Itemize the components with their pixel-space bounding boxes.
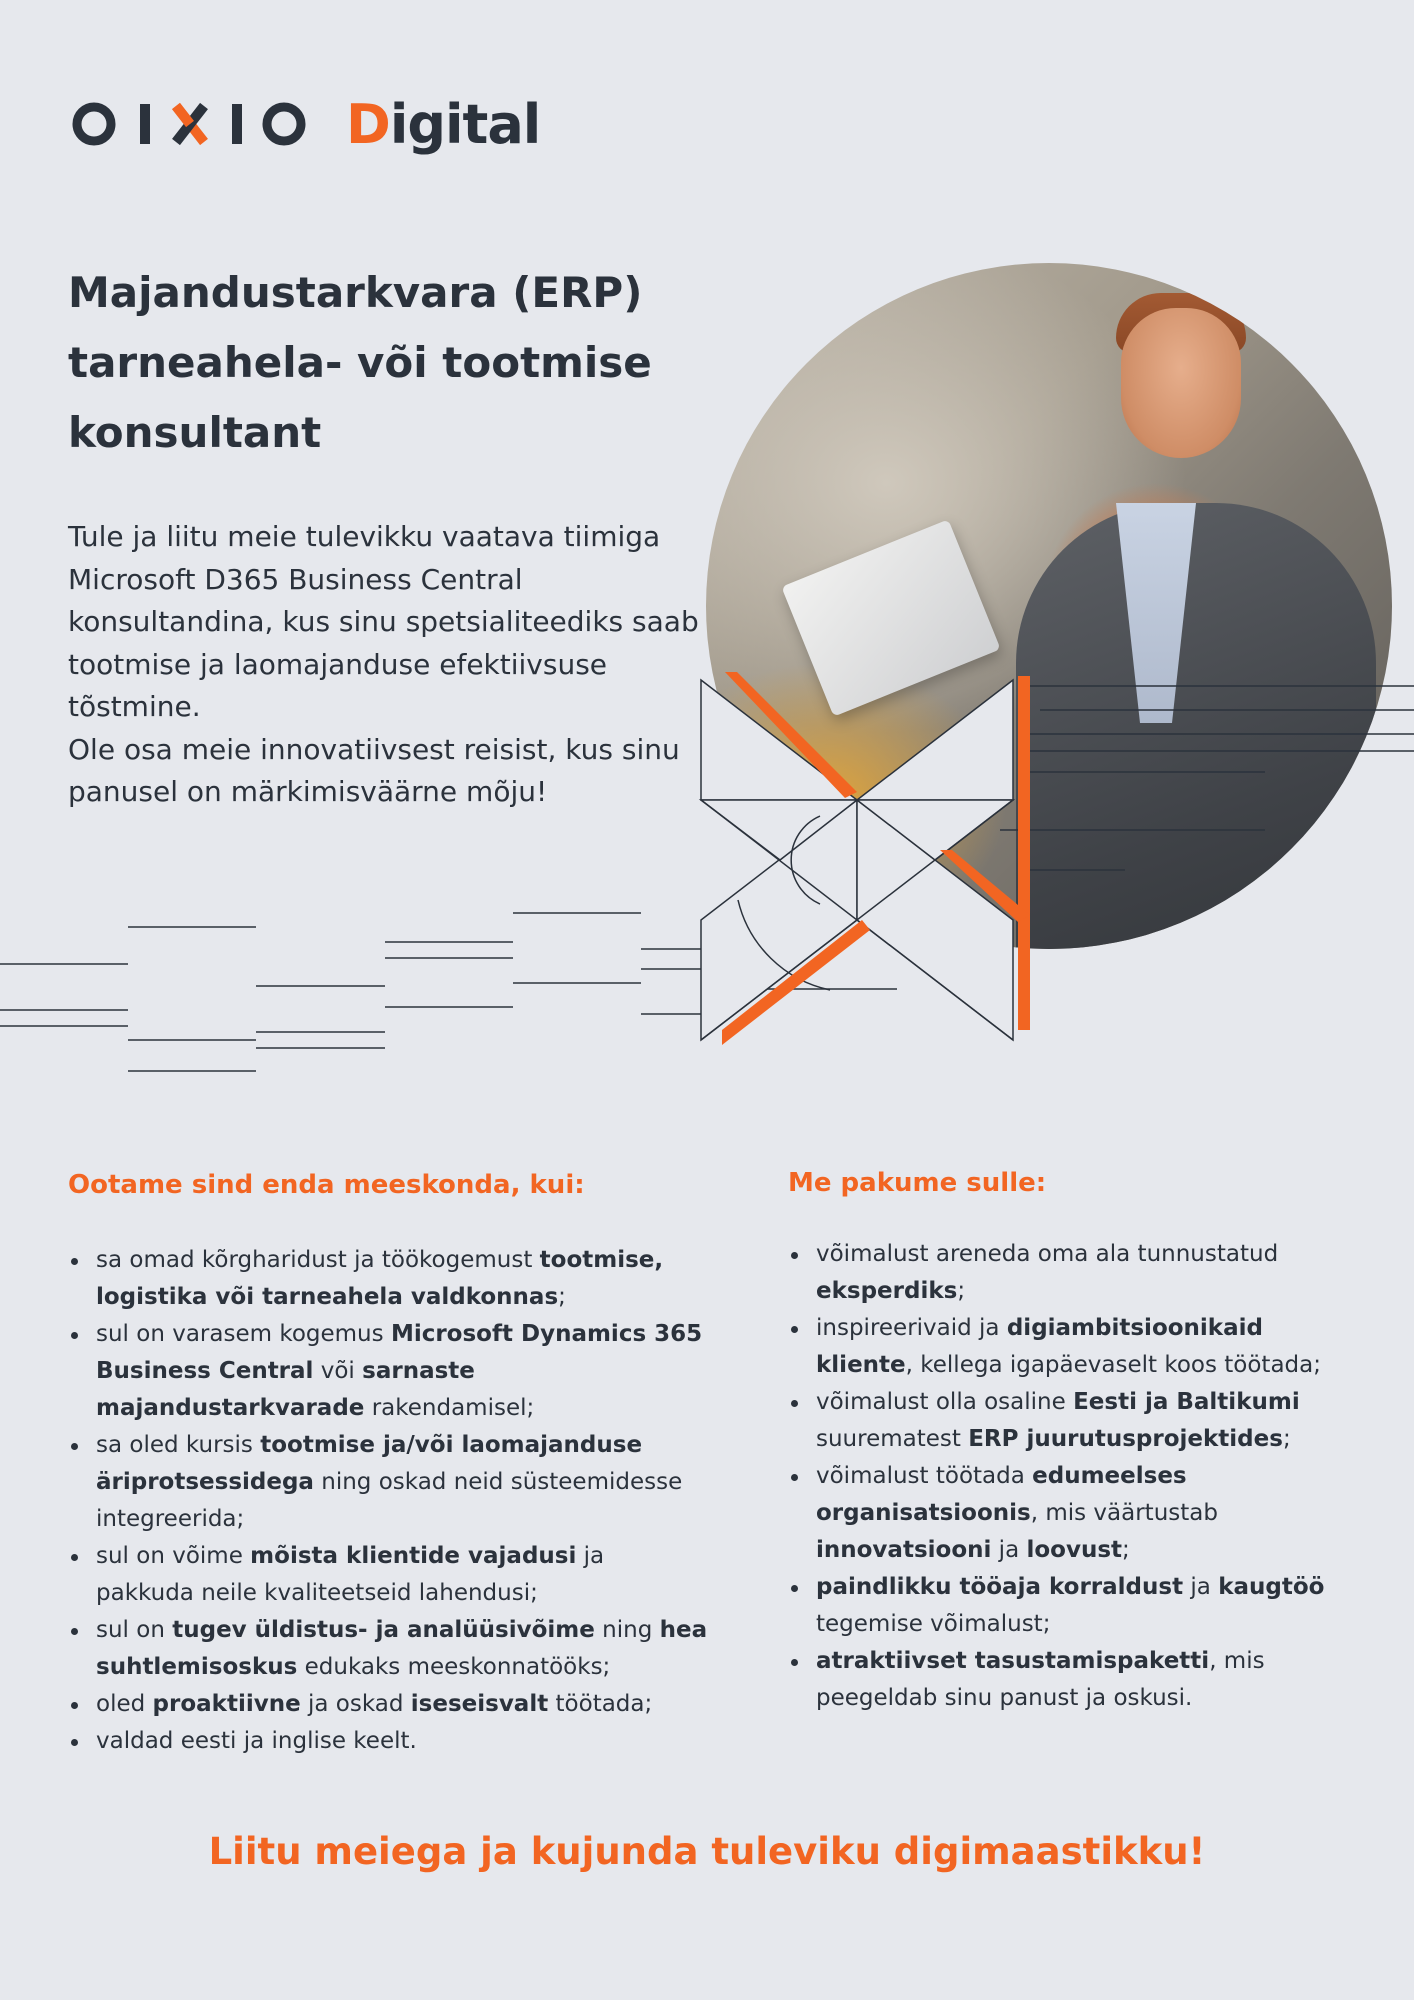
requirements-item bbox=[68, 1538, 708, 1612]
offer-item-text: suurematest bbox=[816, 1426, 969, 1452]
intro-paragraph: Ole osa meie innovatiivsest reisist, kus sinu panusel on märkimisväärne mõju! bbox=[68, 732, 680, 808]
offer-item-text: inspireerivaid ja bbox=[816, 1315, 1007, 1341]
offer-item bbox=[788, 1384, 1348, 1458]
requirements-item-text: valdad eesti ja inglise keelt. bbox=[96, 1728, 417, 1754]
requirements-item-text: sul on varasem kogemus bbox=[96, 1321, 391, 1347]
offer-item-text: võimalust olla osaline bbox=[816, 1389, 1074, 1415]
offer-item-text: ; bbox=[1282, 1426, 1291, 1452]
offer-item-text: innovatsiooni bbox=[816, 1537, 992, 1563]
offer-item-text: eksperdiks bbox=[816, 1278, 958, 1304]
requirements-item-text: ja pakkuda neile kvaliteetseid lahendusi; bbox=[96, 1543, 605, 1606]
requirements-list bbox=[68, 1242, 708, 1760]
offer-item-text: , mis peegeldab sinu panust ja oskusi. bbox=[816, 1648, 1265, 1711]
offer-item-text: ; bbox=[957, 1278, 966, 1304]
job-title-line: Majandustarkvara (ERP) bbox=[68, 268, 643, 317]
offer-item-text: kaugtöö bbox=[1218, 1574, 1325, 1600]
logo-digital-initial: D bbox=[346, 92, 390, 156]
requirements-item bbox=[68, 1723, 708, 1760]
requirements-item-text: ja oskad bbox=[300, 1691, 411, 1717]
requirements-item-text: mõista klientide vajadusi bbox=[250, 1543, 577, 1569]
job-title-line: konsultant bbox=[68, 408, 322, 457]
requirements-item-text: sul on võime bbox=[96, 1543, 251, 1569]
requirements-title: Ootame sind enda meeskonda, kui: bbox=[68, 1170, 585, 1200]
offer-item-text: ja bbox=[1183, 1574, 1219, 1600]
offer-item-text: ja bbox=[991, 1537, 1027, 1563]
offer-item-text: , mis väärtustab bbox=[1030, 1500, 1218, 1526]
offer-item-text: ERP juurutusprojektides bbox=[968, 1426, 1283, 1452]
requirements-item bbox=[68, 1316, 708, 1427]
company-logo bbox=[72, 92, 540, 156]
offer-item-text: , kellega igapäevaselt koos töötada; bbox=[905, 1352, 1321, 1378]
offer-item bbox=[788, 1643, 1348, 1717]
requirements-item-text: ; bbox=[558, 1284, 566, 1310]
offer-item-text: ; bbox=[1122, 1537, 1130, 1563]
requirements-item-text: oled bbox=[96, 1691, 153, 1717]
logo-digital-rest: igital bbox=[389, 92, 541, 156]
x-pattern-graphic bbox=[0, 660, 1414, 1080]
offer-item-text: võimalust töötada bbox=[816, 1463, 1033, 1489]
requirements-item bbox=[68, 1427, 708, 1538]
requirements-item-text: proaktiivne bbox=[152, 1691, 301, 1717]
offer-item bbox=[788, 1569, 1348, 1643]
requirements-item-text: iseseisvalt bbox=[410, 1691, 549, 1717]
call-to-action: Liitu meiega ja kujunda tuleviku digimaastikku! bbox=[208, 1830, 1206, 1873]
requirements-item-text: hea suhtlemisoskus bbox=[96, 1617, 708, 1680]
requirements-item-text: edukaks meeskonnatööks; bbox=[297, 1654, 611, 1680]
logo-digital-text bbox=[346, 93, 540, 156]
requirements-item-text: ning oskad neid süsteemidesse integreerida; bbox=[96, 1469, 683, 1532]
offer-item-text: võimalust areneda oma ala tunnustatud bbox=[816, 1241, 1279, 1267]
offer-item-text: tegemise võimalust; bbox=[816, 1611, 1051, 1637]
photo-head bbox=[1121, 308, 1241, 458]
requirements-item-text: sarnaste majandustarkvarade bbox=[96, 1358, 475, 1421]
offer-item bbox=[788, 1310, 1348, 1384]
job-title-line: tarneahela- või tootmise bbox=[68, 338, 652, 387]
requirements-item-text: tootmise ja/või laomajanduse äriprotsessidega bbox=[96, 1432, 643, 1495]
requirements-item bbox=[68, 1686, 708, 1723]
requirements-item-text: sa omad kõrgharidust ja töökogemust bbox=[96, 1247, 540, 1273]
requirements-item-text: sul on bbox=[96, 1617, 173, 1643]
intro-paragraph: Tule ja liitu meie tulevikku vaatava tiimiga Microsoft D365 Business Central konsultandina, kus sinu spetsialiteediks saab tootmise ja laomajanduse efektiivsuse tõstmine. bbox=[68, 520, 699, 723]
job-title bbox=[68, 258, 708, 468]
requirements-item bbox=[68, 1612, 708, 1686]
offer-item bbox=[788, 1236, 1348, 1310]
offer-item-text: Eesti ja Baltikumi bbox=[1073, 1389, 1300, 1415]
offer-section bbox=[788, 1168, 1348, 1717]
oixio-logo-icon bbox=[72, 98, 328, 150]
requirements-item-text: töötada; bbox=[548, 1691, 653, 1717]
offer-item-text: atraktiivset tasustamispaketti bbox=[816, 1648, 1210, 1674]
requirements-item-text: tugev üldistus- ja analüüsivõime bbox=[172, 1617, 595, 1643]
offer-list bbox=[788, 1236, 1348, 1717]
offer-item-text: digiambitsioonikaid kliente bbox=[816, 1315, 1263, 1378]
requirements-item-text: või bbox=[313, 1358, 363, 1384]
requirements-item-text: sa oled kursis bbox=[96, 1432, 261, 1458]
requirements-section bbox=[68, 1170, 708, 1760]
offer-item-text: edumeelses organisatsioonis bbox=[816, 1463, 1187, 1526]
requirements-item-text: Microsoft Dynamics 365 Business Central bbox=[96, 1321, 703, 1384]
requirements-item-text: ning bbox=[594, 1617, 660, 1643]
requirements-item bbox=[68, 1242, 708, 1316]
requirements-item-text: tootmise, logistika või tarneahela valdkonnas bbox=[96, 1247, 664, 1310]
offer-item bbox=[788, 1458, 1348, 1569]
offer-item-text: paindlikku tööaja korraldust bbox=[816, 1574, 1184, 1600]
offer-title: Me pakume sulle: bbox=[788, 1168, 1047, 1198]
offer-item-text: loovust bbox=[1026, 1537, 1123, 1563]
requirements-item-text: rakendamisel; bbox=[364, 1395, 535, 1421]
